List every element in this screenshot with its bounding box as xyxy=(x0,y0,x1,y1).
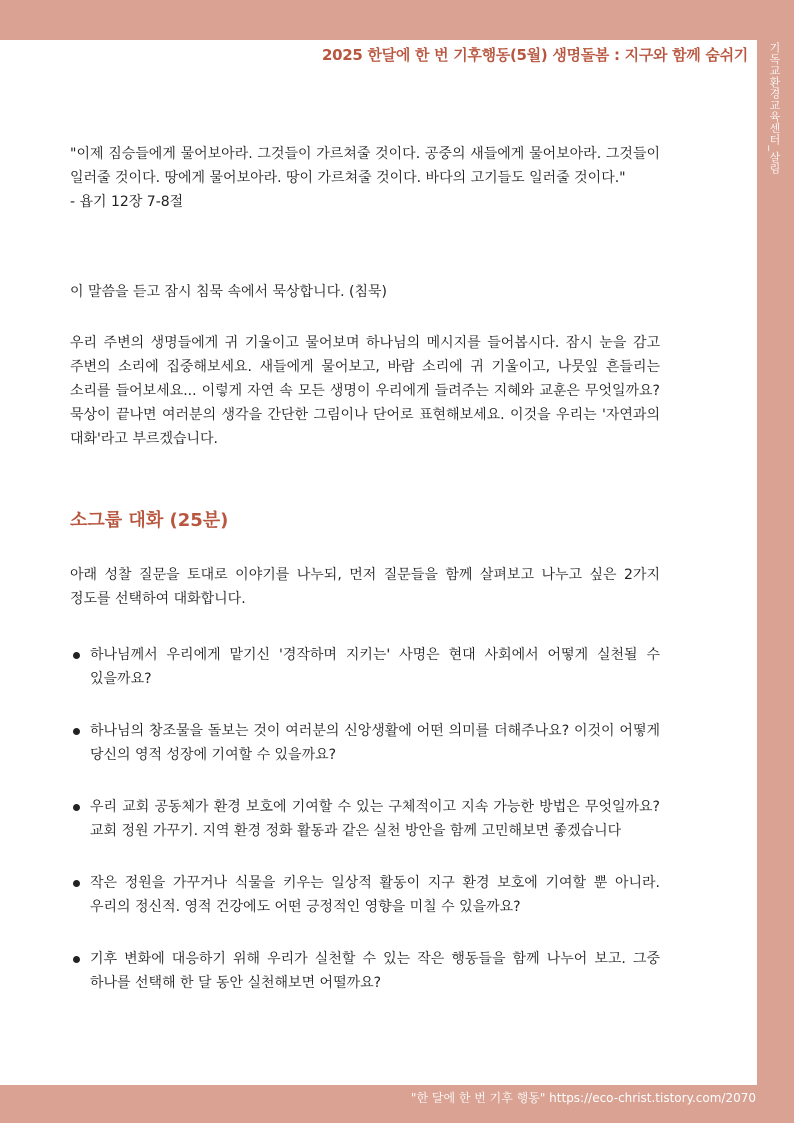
question-list xyxy=(70,643,660,995)
side-label: 기독교환경교육센터_살림 xyxy=(768,42,781,175)
silence-instruction: 이 말씀을 듣고 잠시 침묵 속에서 묵상합니다. (침묵) xyxy=(70,284,388,300)
question-text: 하나님께서 우리에게 맡기신 '경작하며 지키는' 사명은 현대 사회에서 어떻게 실천될 수 있을까요? xyxy=(90,647,660,687)
list-item xyxy=(70,947,660,995)
bullet-icon xyxy=(73,728,80,735)
list-item xyxy=(70,795,660,843)
question-text: 하나님의 창조물을 돌보는 것이 여러분의 신앙생활에 어떤 의미를 더해주나요? 이것이 어떻게 당신의 영적 성장에 기여할 수 있을까요? xyxy=(90,723,660,763)
scripture-reference: - 욥기 12장 7-8절 xyxy=(70,194,184,210)
bullet-icon xyxy=(73,880,80,887)
question-text: 작은 정원을 가꾸거나 식물을 키우는 일상적 활동이 지구 환경 보호에 기여할 뿐 아니라. 우리의 정신적. 영적 건강에도 어떤 긍정적인 영향을 미칠 수 있을까요? xyxy=(90,875,660,915)
footer-link[interactable]: "한 달에 한 번 기후 행동" https://eco-christ.tistory.com/2070 xyxy=(410,1091,756,1105)
section-intro: 아래 성찰 질문을 토대로 이야기를 나누되, 먼저 질문들을 함께 살펴보고 나누고 싶은 2가지 정도를 선택하여 대화합니다. xyxy=(70,567,660,607)
reflection-paragraph: 우리 주변의 생명들에게 귀 기울이고 물어보며 하나님의 메시지를 들어봅시다. 잠시 눈을 감고 주변의 소리에 집중해보세요. 새들에게 물어보고, 바람 소리에 귀 기울이고, 나뭇잎 흔들리는 소리를 들어보세요... 이렇게 자연 속 모든 생명이 우리에게 들려주는 지혜와 교훈은 무엇일까요? 묵상이 끝나면 여러분의 생각을 간단한 그림이나 단어로 표현해보세요. 이것을 우리는 '자연과의 대화'라고 부르겠습니다. xyxy=(70,335,660,447)
question-text: 우리 교회 공동체가 환경 보호에 기여할 수 있는 구체적이고 지속 가능한 방법은 무엇일까요? 교회 정원 가꾸기. 지역 환경 정화 활동과 같은 실천 방안을 함께 고민해보면 좋겠습니다 xyxy=(90,799,660,839)
bullet-icon xyxy=(73,956,80,963)
top-band xyxy=(0,0,794,40)
bullet-icon xyxy=(73,804,80,811)
list-item xyxy=(70,871,660,919)
bullet-icon xyxy=(73,652,80,659)
page-title: 2025 한달에 한 번 기후행동(5월) 생명돌봄 : 지구와 함께 숨쉬기 xyxy=(322,46,748,64)
list-item xyxy=(70,643,660,691)
section-heading: 소그룹 대화 (25분) xyxy=(70,510,229,531)
document-body xyxy=(70,142,660,1023)
list-item xyxy=(70,719,660,767)
scripture-quote: "이제 짐승들에게 물어보아라. 그것들이 가르쳐줄 것이다. 공중의 새들에게 물어보아라. 그것들이 일러줄 것이다. 땅에게 물어보아라. 땅이 가르쳐줄 것이다. 바다의 고기들도 일러줄 것이다." xyxy=(70,146,660,186)
question-text: 기후 변화에 대응하기 위해 우리가 실천할 수 있는 작은 행동들을 함께 나누어 보고. 그중 하나를 선택해 한 달 동안 실천해보면 어떨까요? xyxy=(90,951,661,991)
